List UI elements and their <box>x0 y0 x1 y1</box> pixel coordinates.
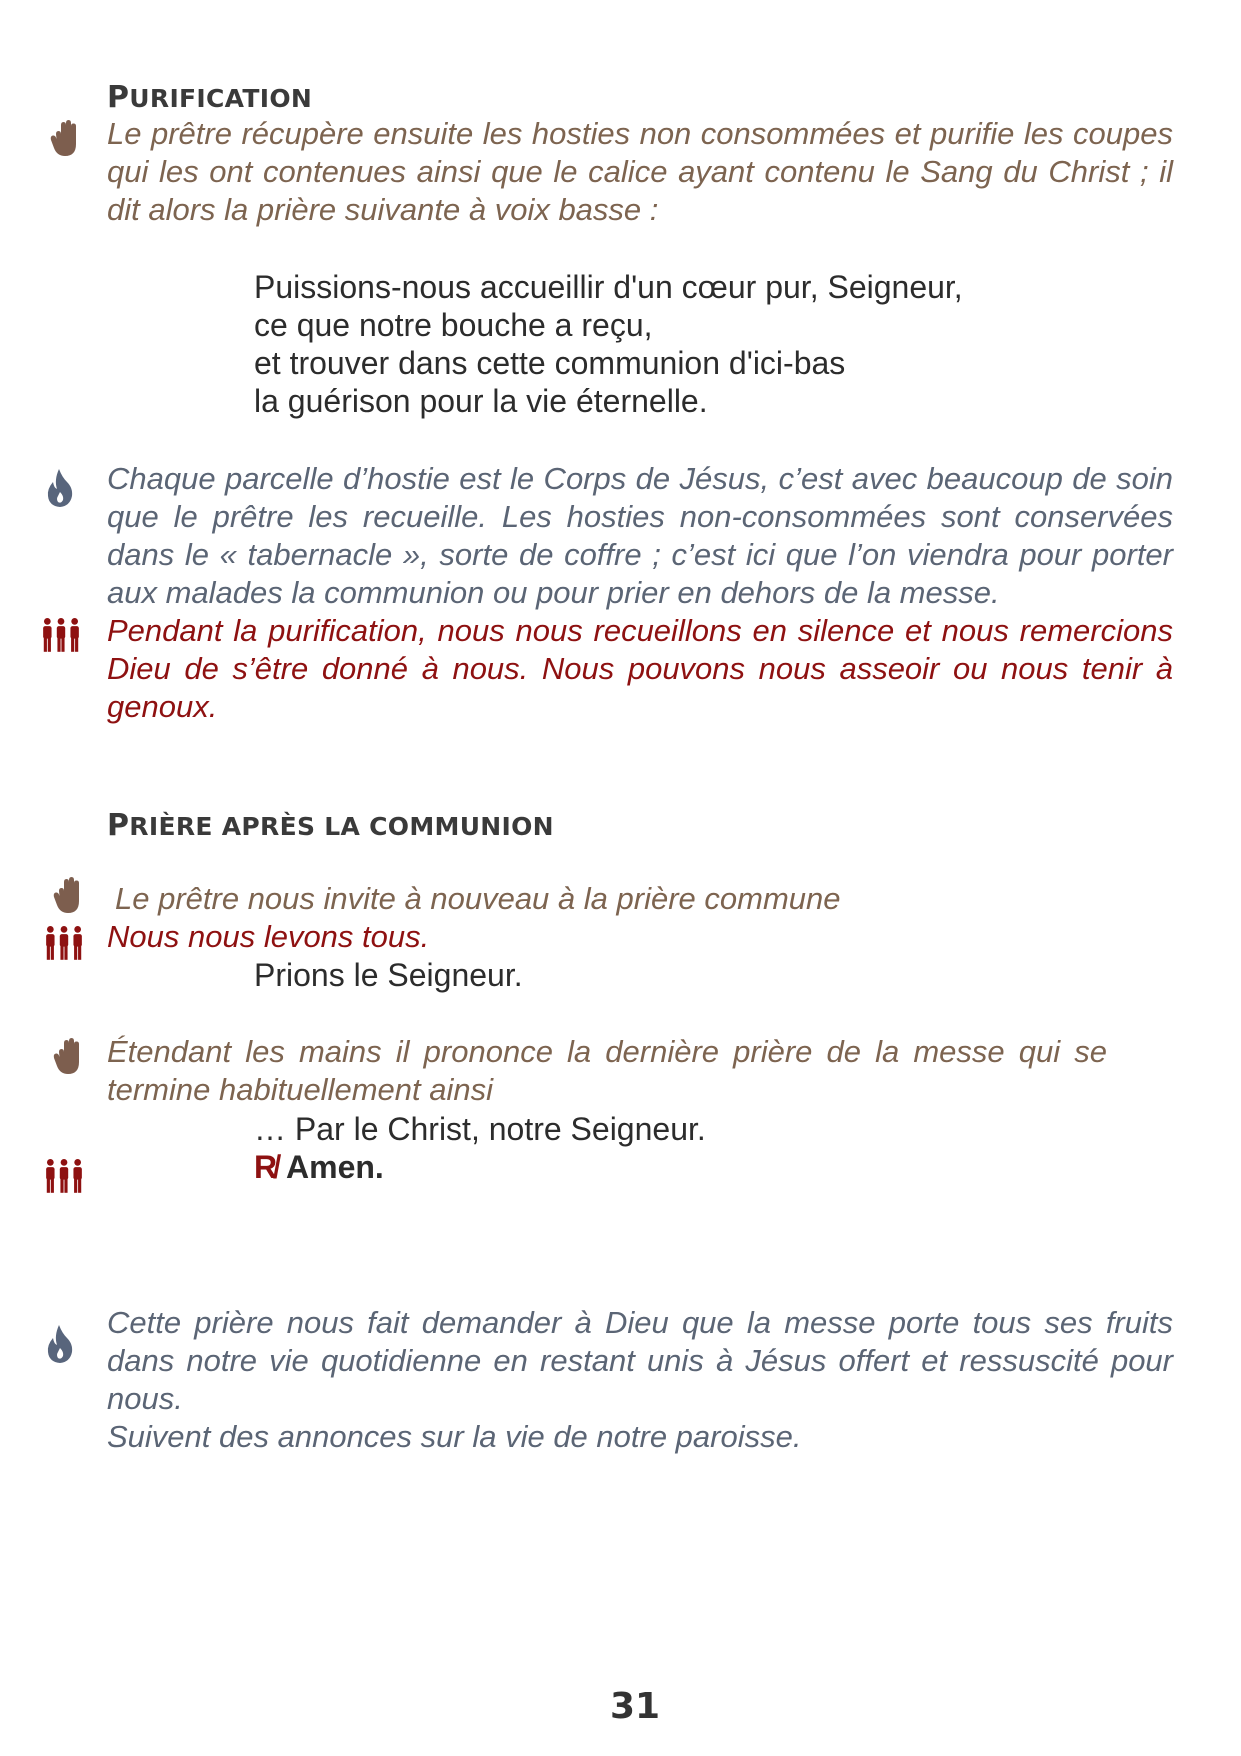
rubric-invitation: Le prêtre nous invite à nouveau à la prière commune <box>115 881 841 916</box>
prayer-invitation: Prions le Seigneur. <box>254 957 523 993</box>
assembly-instruction-purification: Pendant la purification, nous nous recueillons en silence et nous remercions Dieu de s’être donné à nous. Nous pouvons nous asseoir ou nous tenir à genoux. <box>107 613 1173 724</box>
prayer-purification <box>254 268 963 420</box>
hand-icon <box>53 1036 83 1076</box>
rubric-final-prayer: Étendant les mains il prononce la dernière prière de la messe qui se termine habituellement ainsi <box>107 1034 1107 1107</box>
prayer-line: et trouver dans cette communion d'ici-bas <box>254 345 846 381</box>
section-heading-priere-apres-communion: PRIÈRE APRÈS LA COMMUNION <box>107 808 554 843</box>
explanation-announcements: Suivent des annonces sur la vie de notre paroisse. <box>107 1419 802 1454</box>
rubric-purification: Le prêtre récupère ensuite les hosties non consommées et purifie les coupes qui les ont contenues ainsi que le calice ayant contenu le Sang du Christ ; il dit alors la prière suivante à voix basse : <box>107 116 1173 227</box>
explanation-prayer-fruits: Cette prière nous fait demander à Dieu que la messe porte tous ses fruits dans notre vie quotidienne en restant unis à Jésus offert et ressuscité pour nous. <box>107 1305 1173 1416</box>
flame-icon <box>45 466 75 510</box>
page-number: 31 <box>609 1686 661 1727</box>
prayer-line: ce que notre bouche a reçu, <box>254 307 653 343</box>
response-amen: Amen. <box>286 1149 384 1185</box>
section-heading-purification: PURIFICATION <box>107 80 313 115</box>
assembly-instruction-stand: Nous nous levons tous. <box>107 919 430 954</box>
hand-icon <box>53 875 83 915</box>
prayer-line: la guérison pour la vie éternelle. <box>254 383 708 419</box>
prayer-line: Puissions-nous accueillir d'un cœur pur, Seigneur, <box>254 269 963 305</box>
people-icon <box>40 617 82 653</box>
prayer-conclusion: … Par le Christ, notre Seigneur. <box>254 1111 706 1147</box>
response-line <box>254 1148 384 1186</box>
hand-icon <box>50 118 80 158</box>
people-icon <box>43 1158 85 1194</box>
flame-icon <box>45 1322 75 1366</box>
explanation-tabernacle: Chaque parcelle d’hostie est le Corps de Jésus, c’est avec beaucoup de soin que le prêtre les recueille. Les hosties non-consommées sont conservées dans le « tabernacle », sorte de coffre ; c’est ici que l’on viendra pour porter aux malades la communion ou pour prier en dehors de la messe. <box>107 461 1173 610</box>
response-mark: R̸ <box>254 1149 278 1185</box>
people-icon <box>43 925 85 961</box>
